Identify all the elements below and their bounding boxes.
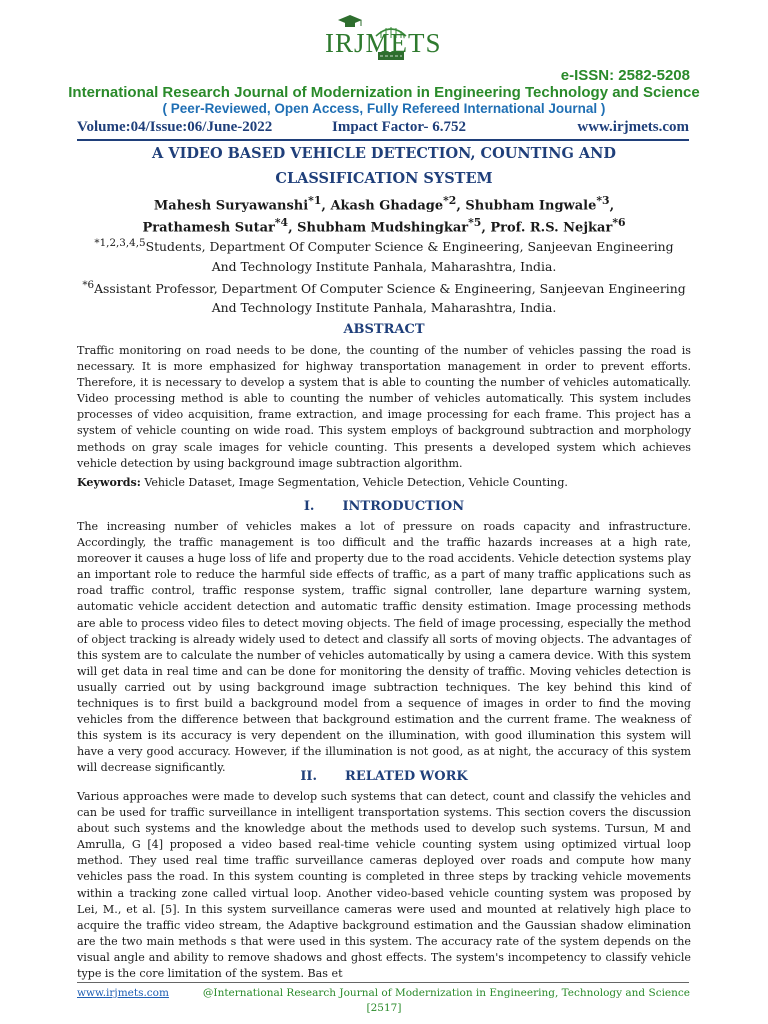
author-sup: *5 <box>468 216 482 229</box>
logo-text: IRJMETS <box>325 28 442 58</box>
header-divider <box>77 139 689 141</box>
affiliation-2-line-2: And Technology Institute Panhala, Maharashtra, India. <box>211 300 557 315</box>
authors-line-2: Prathamesh Sutar$^{*4}$, Shubham Mudshingkar$^{*5}$, Prof. R.S. Nejkar$^{*6}$ <box>142 216 626 236</box>
section-title: INTRODUCTION <box>342 499 465 514</box>
keywords <box>77 476 691 489</box>
journal-name: International Research Journal of Modernization in Engineering Technology and Science <box>68 84 700 101</box>
abstract-text: Traffic monitoring on road needs to be done, the counting of the number of vehicles passing the road is necessary. It is more emphasized for highway transportation management in order to prevent efforts. Therefore, it is necessary to develop a system that is able to counting the number of vehicles automatically. Video processing method is able to counting the number of vehicles automatically. This system includes processes of video acquisition, frame extraction, and image processing for each frame. This project has a system of vehicle counting on wide road. This system employs of background subtraction and morphology methods on gray scale images for vehicle counting. This presents a developed system which achieves vehicle detection by using background image subtraction algorithm. <box>77 344 691 470</box>
related-work-text: Various approaches were made to develop such systems that can detect, count and classify the vehicles and can be used for traffic surveillance in intelligent transportation systems. This section covers the discussion about such systems and the knowledge about the methods used to develop such systems. Tursun, M and Amrulla, G [4] proposed a video based real-time vehicle counting system using optimized virtual loop method. They used real time traffic surveillance cameras deployed over roads and compute how many vehicles pass the road. In this system counting is completed in three steps by tracking vehicle movements within a tracking zone called virtual loop. Another video-based vehicle counting system was proposed by Lei, M., et al. [5]. In this system surveillance cameras were used and mounted at relatively high place to acquire the traffic video stream, the Adaptive background estimation and the Gaussian shadow elimination are the two main methods s that were used in this system. The accuracy rate of the system depends on the visual angle and ability to remove shadows and ghost effects. The system's incompetency to classify vehicle type is the core limitation of the system. Bas et <box>77 790 691 981</box>
affiliation-sup: *1,2,3,4,5 <box>94 237 146 249</box>
paper-title-line-1: A VIDEO BASED VEHICLE DETECTION, COUNTING AND <box>152 145 616 162</box>
author-name: Prathamesh Sutar <box>142 220 275 236</box>
footer-copyright: @International Research Journal of Modernization in Engineering, Technology and Science <box>202 987 690 999</box>
author-name: Mahesh Suryawanshi <box>153 198 309 214</box>
affiliation-2-line-1 <box>0 279 768 296</box>
author-sup: *4 <box>274 216 289 229</box>
affiliation-text: Students, Department Of Computer Science & Engineering, Sanjeevan Engineering <box>145 239 674 255</box>
section-heading-related-work <box>0 769 768 784</box>
section-heading-introduction <box>0 499 768 514</box>
page-number: [2517] <box>366 1002 402 1014</box>
volume-issue: Volume:04/Issue:06/June-2022 <box>77 119 273 135</box>
author-name: Akash Ghadage <box>330 198 444 214</box>
author-name: Prof. R.S. Nejkar <box>490 220 613 236</box>
affiliation-text: Assistant Professor, Department Of Computer Science & Engineering, Sanjeevan Engineering <box>94 281 686 297</box>
authors-line-1: Mahesh Suryawanshi$^{*1}$, Akash Ghadage$^{*2}$, Shubham Ingwale$^{*3}$, <box>153 194 615 214</box>
author-sup: *1 <box>308 194 322 207</box>
peer-review-note: ( Peer-Reviewed, Open Access, Fully Refereed International Journal ) <box>162 101 606 116</box>
impact-factor: Impact Factor- 6.752 <box>332 119 466 135</box>
affiliation-1-line-1 <box>0 237 768 254</box>
eissn: e-ISSN: 2582-5208 <box>560 67 690 84</box>
section-number: II. <box>300 769 318 784</box>
section-number: I. <box>303 499 315 514</box>
author-sup: *2 <box>443 194 457 207</box>
footer-website-link[interactable]: www.irjmets.com <box>77 987 169 999</box>
keywords-label: Keywords: <box>77 476 141 489</box>
abstract-heading: ABSTRACT <box>343 322 425 337</box>
author-sup: *6 <box>612 216 626 229</box>
keywords-text: Vehicle Dataset, Image Segmentation, Vehicle Detection, Vehicle Counting. <box>140 476 568 489</box>
author-name: Shubham Ingwale <box>465 198 597 214</box>
author-sup: *3 <box>596 194 610 207</box>
section-title: RELATED WORK <box>345 769 468 784</box>
affiliation-1-line-2: And Technology Institute Panhala, Maharashtra, India. <box>211 259 557 274</box>
footer-divider <box>77 982 689 983</box>
issue-meta-row <box>77 119 689 137</box>
author-name: Shubham Mudshingkar <box>297 220 469 236</box>
paper-title-line-2: CLASSIFICATION SYSTEM <box>275 170 493 187</box>
introduction-text: The increasing number of vehicles makes a lot of pressure on roads capacity and infrastructure. Accordingly, the traffic management is too difficult and the traffic hazards increases at a high rate, moreover it causes a huge loss of life and property due to the road accidents. Vehicle detection systems play an important role to reduce the harmful side effects of traffic, as a part of many traffic applications such as road traffic control, traffic response system, traffic signal controller, lane departure warning system, automatic vehicle accident detection and automatic traffic density estimation. Image processing methods are able to process video files to detect moving objects. The field of image processing, especially the method of object tracking is already widely used to detect and classify all sorts of moving objects. The advantages of this system are to calculate the number of vehicles automatically by using a camera device. With this system will get data in real time and can be done for monitoring the density of traffic. Moving vehicles detection is usually carried out by using background image subtraction techniques. The key behind this kind of techniques is to first build a background model from a sequence of images in order to find the moving vehicles from the difference between that background estimation and the current frame. The weakness of this system is its accuracy is very dependent on the illumination, with good illumination this system will have a very good accuracy. However, if the illumination is not good, as at night, the accuracy of this system will decrease significantly. <box>77 520 691 775</box>
affiliation-sup: *6 <box>82 279 95 291</box>
journal-website: www.irjmets.com <box>577 119 689 135</box>
